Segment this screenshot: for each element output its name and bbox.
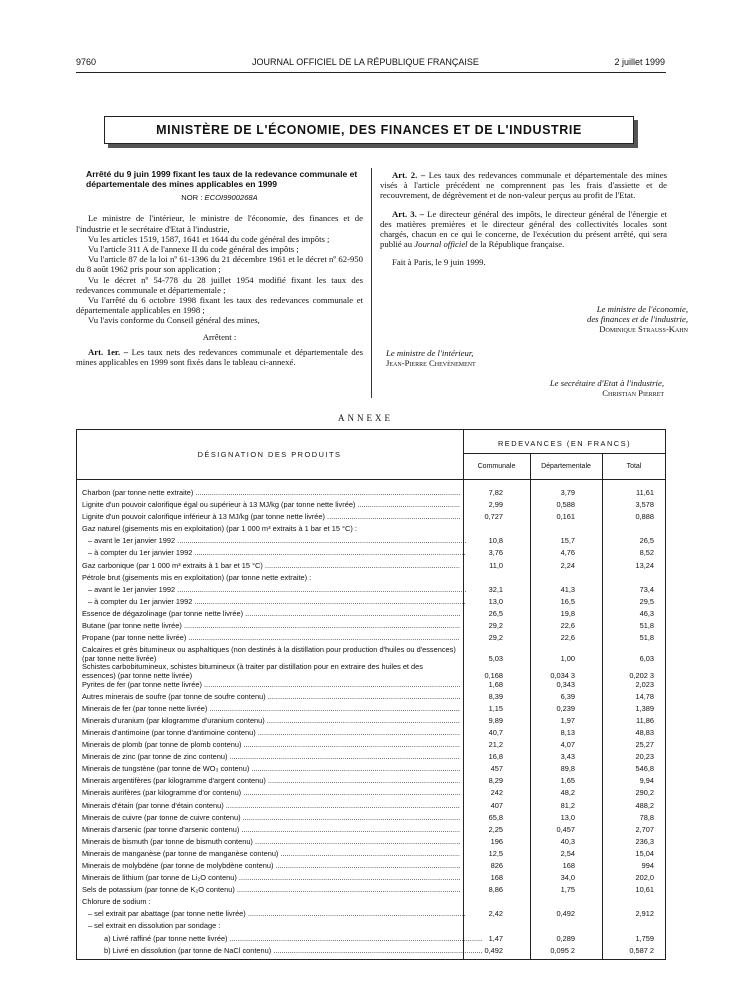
page-number: 9760 — [76, 57, 97, 67]
communale-value: 196 — [490, 836, 503, 846]
departementale-value: 81,2 — [560, 800, 575, 810]
total-value: 546,8 — [635, 764, 654, 774]
product-name: – à compter du 1er janvier 1992 ..... — [82, 549, 466, 558]
total-value: 51,8 — [639, 633, 654, 643]
product-name: Minerais de molybdène (par tonne de molybdène contenu) ..... — [82, 862, 460, 871]
communale-value: 40,7 — [488, 727, 503, 737]
table-row — [82, 681, 666, 693]
table-row — [82, 753, 666, 765]
table-row — [82, 598, 666, 610]
nor-code: ECOI9900268A — [204, 193, 258, 203]
total-value: 202,0 — [635, 873, 654, 883]
signature-2-title: Le ministre de l'intérieur, — [386, 348, 474, 358]
annex-title: ANNEXE — [338, 413, 393, 423]
departementale-value: 0,588 — [556, 500, 575, 510]
total-value: 0,888 — [635, 512, 654, 522]
product-name: Gaz naturel (gisements mis en exploitation) (par 1 000 m³ extraits à 1 bar et 15 °C) : — [82, 525, 357, 534]
communale-value: 0,168 — [484, 671, 503, 680]
article-2 — [380, 170, 667, 201]
communale-value: 11,0 — [489, 560, 503, 570]
column-header-redevances: REDEVANCES (EN FRANCS) — [497, 439, 632, 448]
signature-1-title-2: des finances et de l'industrie, — [586, 314, 688, 324]
table-row — [82, 862, 666, 874]
departementale-value: 13,0 — [560, 812, 575, 822]
column-header-designation: DÉSIGNATION DES PRODUITS — [197, 450, 342, 459]
table-row — [82, 777, 666, 789]
product-name: – avant le 1er janvier 1992 ..... — [82, 537, 466, 546]
departementale-value: 2,24 — [560, 560, 575, 570]
table-row — [82, 525, 666, 537]
communale-value: 7,82 — [488, 488, 503, 497]
article-3-journal: Journal officiel — [414, 239, 468, 250]
product-name: Pyrites de fer (par tonne nette livrée) ..... — [82, 681, 460, 690]
total-value: 14,78 — [635, 691, 654, 701]
header-rule — [76, 72, 666, 73]
product-name: Lignite d'un pouvoir calorifique égal ou supérieur à 13 MJ/kg (par tonne nette livrée) ..... — [82, 501, 460, 510]
right-column — [380, 170, 667, 268]
total-value: 11,61 — [636, 488, 654, 497]
article-1-label: Art. 1er. – — [88, 346, 129, 357]
total-value: 1,389 — [635, 703, 654, 713]
product-name: Lignite d'un pouvoir calorifique inférieur à 13 MJ/kg (par tonne nette livrée) ..... — [82, 513, 460, 522]
departementale-value: 16,5 — [560, 596, 575, 606]
product-name: Minerais de fer (par tonne nette livrée) ..... — [82, 705, 460, 714]
product-name: Minerais de manganèse (par tonne de manganèse contenu) ..... — [82, 850, 460, 859]
product-name: Minerais d'antimoine (par tonne d'antimoine contenu) ..... — [82, 729, 460, 738]
table-row — [82, 826, 666, 838]
table-row — [82, 663, 666, 680]
product-name: Minerais de cuivre (par tonne de cuivre contenu) ..... — [82, 814, 460, 823]
table-row — [82, 513, 666, 525]
communale-value: 0,727 — [484, 512, 503, 522]
departementale-value: 0,457 — [556, 824, 575, 834]
product-name: Minerais d'étain (par tonne d'étain contenu) ..... — [82, 802, 460, 811]
article-1 — [76, 347, 363, 367]
total-value: 15,04 — [635, 848, 654, 858]
table-row — [82, 741, 666, 753]
table-row — [82, 693, 666, 705]
paragraph: Vu le décret nº 54-778 du 28 juillet 1954 modifié fixant les taux des redevances communale et départementale ; — [76, 274, 363, 295]
table-row — [82, 838, 666, 850]
product-name: Autres minerais de soufre (par tonne de soufre contenu) ..... — [82, 693, 460, 702]
table-row — [82, 489, 666, 501]
total-value: 26,5 — [639, 536, 654, 546]
table-row — [82, 922, 666, 934]
communale-value: 5,03 — [488, 653, 503, 663]
table-row — [82, 765, 666, 777]
communale-value: 2,99 — [488, 500, 503, 510]
table-row — [82, 898, 666, 910]
total-value: 0,587 2 — [629, 945, 654, 955]
article-2-text: Les taux des redevances communale et départementale des mines visés à l'article précédent ne comprennent pas les frais d'assiette et de recouvrement, de dégrèvement et de non-valeur perçus au profit de l'Etat. — [380, 170, 668, 201]
communale-value: 8,29 — [488, 776, 503, 786]
total-value: 8,52 — [639, 548, 654, 558]
signature-3-name: Christian Pierret — [602, 388, 664, 398]
departementale-value: 0,343 — [556, 679, 575, 689]
table-row — [82, 705, 666, 717]
product-name: Minerais de zinc (par tonne de zinc contenu) ..... — [82, 753, 460, 762]
total-value: 48,83 — [635, 727, 654, 737]
communale-value: 16,8 — [488, 752, 503, 762]
product-name: Minerais de bismuth (par tonne de bismuth contenu) ..... — [82, 838, 460, 847]
communale-value: 407 — [490, 800, 503, 810]
place-date: Fait à Paris, le 9 juin 1999. — [392, 257, 486, 268]
communale-value: 1,68 — [488, 679, 503, 689]
departementale-value: 41,3 — [560, 584, 575, 594]
total-value: 3,578 — [635, 500, 654, 510]
communale-value: 0,492 — [484, 945, 503, 955]
product-name: Gaz carbonique (par 1 000 m³ extraits à 1 bar et 15 °C) ..... — [82, 562, 460, 571]
table-row — [82, 874, 666, 886]
product-name: b) Livré en dissolution (par tonne de NaCl contenu) ..... — [82, 947, 482, 956]
departementale-value: 0,034 3 — [550, 671, 575, 680]
departementale-value: 8,13 — [560, 727, 575, 737]
article-3-text-end: de la République française. — [469, 239, 565, 250]
communale-value: 29,2 — [488, 633, 503, 643]
table-row — [82, 789, 666, 801]
ministry-box — [104, 116, 634, 144]
product-name: Minerais d'arsenic (par tonne d'arsenic contenu) ..... — [82, 826, 460, 835]
table-row — [82, 634, 666, 646]
article-3-text: Le directeur général des impôts, le directeur général de l'énergie et des matières premières et le directeur général des collectivités locales sont chargés, chacun en ce qui le concerne, de l'exécution du présent arrêté, qui sera publié au — [380, 208, 667, 250]
product-name: Minerais de tungstène (par tonne de WO₃ contenu) ..... — [82, 765, 460, 774]
paragraph: Vu l'article 87 de la loi nº 61-1396 du 21 décembre 1961 et le décret nº 62-950 du 8 août 1962 pris pour son application ; — [76, 254, 363, 275]
annex-rows — [82, 489, 666, 959]
communale-value: 457 — [490, 764, 503, 774]
communale-value: 826 — [490, 861, 503, 870]
product-name: Calcaires et grès bitumineux ou asphaltiques (non destinés à la distillation pour production d'huiles ou d'essences) (par tonne nette livrée) — [82, 646, 456, 663]
total-value: 488,2 — [635, 800, 654, 810]
total-value: 73,4 — [639, 584, 654, 594]
signature-1-title: Le ministre de l'économie, — [596, 304, 688, 314]
product-name: Charbon (par tonne nette extraite) ..... — [82, 489, 460, 498]
column-header-departementale: Départementale — [541, 463, 591, 470]
total-value: 9,94 — [639, 776, 654, 786]
departementale-value: 19,8 — [560, 608, 575, 618]
paragraph: Le ministre de l'intérieur, le ministre de l'économie, des finances et de l'industrie et le secrétaire d'Etat à l'industrie, — [76, 213, 363, 234]
table-row — [82, 586, 666, 598]
total-value: 10,61 — [635, 885, 654, 895]
total-value: 1,759 — [635, 933, 654, 943]
decree-title: Arrêté du 9 juin 1999 fixant les taux de la redevance communale et départementale des mines applicables en 1999 — [86, 169, 358, 189]
column-header-communale: Communale — [477, 463, 516, 470]
departementale-value: 2,54 — [560, 848, 575, 858]
product-name: – avant le 1er janvier 1992 ..... — [82, 586, 466, 595]
table-row — [82, 574, 666, 586]
communale-value: 8,86 — [488, 885, 503, 895]
table-row — [82, 814, 666, 826]
paragraph: Vu l'arrêté du 6 octobre 1998 fixant les taux des redevances communale et départementale applicables en 1998 ; — [76, 295, 363, 316]
table-row — [82, 622, 666, 634]
departementale-value: 6,39 — [560, 691, 575, 701]
table-row — [82, 717, 666, 729]
total-value: 0,202 3 — [629, 671, 654, 680]
paragraph: Vu l'avis conforme du Conseil général des mines, — [88, 315, 260, 326]
product-name: Minerais argentifères (par kilogramme d'argent contenu) ..... — [82, 777, 460, 786]
arretent: Arrêtent : — [202, 331, 237, 342]
table-rule — [463, 453, 666, 454]
total-value: 20,23 — [635, 752, 654, 762]
total-value: 236,3 — [635, 836, 654, 846]
departementale-value: 1,75 — [560, 885, 575, 895]
departementale-value: 0,492 — [556, 909, 575, 919]
article-1-text: Les taux nets des redevances communale et départementale des mines applicables en 1999 sont fixés dans le tableau ci-annexé. — [76, 346, 363, 368]
communale-value: 242 — [490, 788, 503, 798]
departementale-value: 0,095 2 — [550, 945, 575, 955]
product-name: Butane (par tonne nette livrée) ..... — [82, 622, 460, 631]
article-3 — [380, 209, 667, 250]
table-row — [82, 549, 666, 561]
product-name: – sel extrait par abattage (par tonne nette livrée) ..... — [82, 910, 466, 919]
communale-value: 8,39 — [488, 691, 503, 701]
total-value: 2,912 — [635, 909, 654, 919]
departementale-value: 0,161 — [556, 512, 575, 522]
column-divider — [371, 168, 372, 398]
product-name: – sel extrait en dissolution par sondage : — [88, 922, 221, 931]
table-row — [82, 537, 666, 549]
departementale-value: 168 — [562, 861, 575, 870]
communale-value: 3,76 — [488, 548, 503, 558]
communale-value: 13,0 — [488, 596, 503, 606]
departementale-value: 34,0 — [560, 873, 575, 883]
table-row — [82, 850, 666, 862]
signature-1-name: Dominique Strauss-Kahn — [599, 324, 688, 334]
departementale-value: 3,79 — [560, 488, 575, 497]
table-row — [82, 935, 666, 947]
departementale-value: 4,07 — [560, 740, 575, 750]
total-value: 994 — [641, 861, 654, 870]
communale-value: 12,5 — [488, 848, 503, 858]
communale-value: 65,8 — [488, 812, 503, 822]
total-value: 2,023 — [635, 679, 654, 689]
departementale-value: 40,3 — [560, 836, 575, 846]
total-value: 29,5 — [639, 596, 654, 606]
article-2-label: Art. 2. – — [392, 170, 426, 180]
total-value: 46,3 — [639, 608, 654, 618]
total-value: 6,03 — [639, 653, 654, 663]
paragraph: Vu l'article 311 A de l'annexe II du code général des impôts ; — [88, 244, 299, 254]
product-name: Chlorure de sodium : — [82, 898, 151, 907]
product-name: Sels de potassium (par tonne de K₂O contenu) ..... — [82, 886, 460, 895]
departementale-value: 1,65 — [560, 776, 575, 786]
departementale-value: 0,289 — [556, 933, 575, 943]
journal-title: JOURNAL OFFICIEL DE LA RÉPUBLIQUE FRANÇAISE — [252, 57, 479, 67]
table-row — [82, 802, 666, 814]
nor-label: NOR : — [181, 193, 203, 203]
table-row — [82, 910, 666, 922]
product-name: Essence de dégazolinage (par tonne nette livrée) ..... — [82, 610, 460, 619]
paragraph: Vu les articles 1519, 1587, 1641 et 1644 du code général des impôts ; — [88, 233, 330, 244]
departementale-value: 48,2 — [560, 788, 575, 798]
signature-2-name: Jean-Pierre Chevènement — [386, 358, 476, 368]
total-value: 78,8 — [639, 812, 654, 822]
departementale-value: 1,00 — [560, 653, 575, 663]
nor-line — [76, 193, 363, 203]
signature-3-title: Le secrétaire d'Etat à l'industrie, — [549, 378, 664, 388]
product-name: Propane (par tonne nette livrée) ..... — [82, 634, 460, 643]
departementale-value: 0,239 — [556, 703, 575, 713]
total-value: 51,8 — [639, 621, 654, 631]
communale-value: 1,47 — [488, 933, 503, 943]
communale-value: 9,89 — [488, 715, 503, 725]
product-name: Minerais de plomb (par tonne de plomb contenu) ..... — [82, 741, 460, 750]
table-row — [82, 610, 666, 622]
departementale-value: 1,97 — [560, 715, 575, 725]
product-name: Minerais aurifères (par kilogramme d'or contenu) ..... — [82, 789, 460, 798]
table-row — [82, 886, 666, 898]
table-row — [82, 501, 666, 513]
product-name: Minerais de lithium (par tonne de Li₂O contenu) ..... — [82, 874, 460, 883]
product-name: – à compter du 1er janvier 1992 ..... — [82, 598, 466, 607]
total-value: 290,2 — [635, 788, 654, 798]
communale-value: 2,25 — [488, 824, 503, 834]
communale-value: 29,2 — [488, 621, 503, 631]
article-3-label: Art. 3. – — [392, 208, 425, 219]
product-name: Pétrole brut (gisements mis en exploitation) (par tonne nette extraite) : — [82, 573, 312, 582]
product-name: a) Livré raffiné (par tonne nette livrée) ..... — [82, 935, 482, 944]
product-name: Schistes carbobitumineux, schistes bitumineux (à traiter par distillation pour en extraire des huiles et des essences) (par tonne nette livrée) — [82, 663, 423, 680]
departementale-value: 15,7 — [560, 536, 575, 546]
departementale-value: 3,43 — [560, 752, 575, 762]
communale-value: 26,5 — [488, 608, 503, 618]
communale-value: 21,2 — [488, 740, 503, 750]
product-name: Minerais d'uranium (par kilogramme d'uranium contenu) ..... — [82, 717, 460, 726]
ministry-title: MINISTÈRE DE L'ÉCONOMIE, DES FINANCES ET DE L'INDUSTRIE — [156, 123, 582, 137]
publication-date: 2 juillet 1999 — [614, 57, 665, 67]
table-row — [82, 646, 666, 663]
total-value: 13,24 — [635, 560, 654, 570]
departementale-value: 89,8 — [560, 764, 575, 774]
total-value: 2,707 — [635, 824, 654, 834]
total-value: 25,27 — [635, 740, 654, 750]
table-row — [82, 947, 666, 959]
left-column — [76, 170, 363, 367]
departementale-value: 22,6 — [560, 621, 575, 631]
communale-value: 168 — [490, 873, 503, 883]
table-row — [82, 729, 666, 741]
table-rule — [76, 479, 666, 480]
communale-value: 1,15 — [488, 703, 503, 713]
departementale-value: 22,6 — [560, 633, 575, 643]
total-value: 11,86 — [636, 715, 654, 725]
column-header-total: Total — [626, 463, 642, 470]
departementale-value: 4,76 — [560, 548, 575, 558]
communale-value: 10,8 — [488, 536, 503, 546]
table-row — [82, 562, 666, 574]
communale-value: 2,42 — [488, 909, 503, 919]
communale-value: 32,1 — [488, 584, 503, 594]
